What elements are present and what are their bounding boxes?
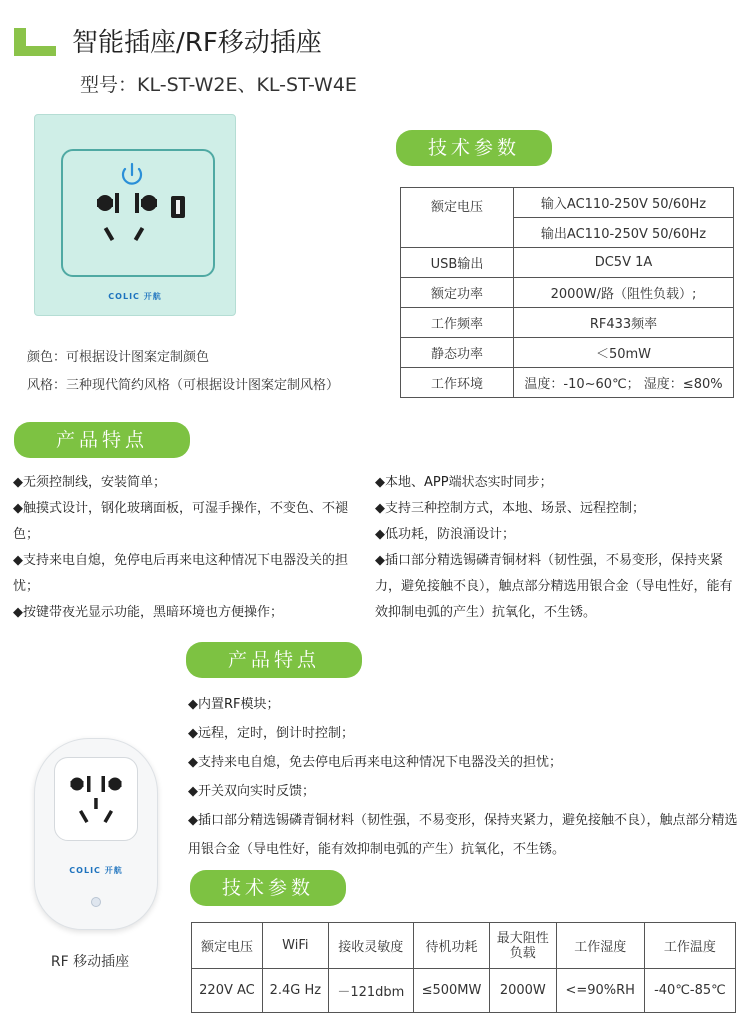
table-header-cell: 工作温度: [644, 923, 735, 969]
table-row: [401, 248, 734, 278]
features-list-rf: [188, 690, 738, 864]
style-info: 风格：三种现代简约风格（可根据设计图案定制风格）: [27, 378, 340, 393]
list-item: ◆无须控制线，安装简单；: [13, 475, 166, 490]
power-icon: [123, 164, 141, 184]
table-cell-value: 温度：-10~60℃； 湿度：≤80%: [514, 368, 734, 398]
plug-caption: RF 移动插座: [50, 954, 130, 970]
table-cell-label: 额定电压: [401, 188, 514, 248]
table-cell-value: 2000W/路（阻性负载）;: [514, 278, 734, 308]
features-header-2: 产品特点: [186, 642, 362, 678]
rf-plug-image: [34, 738, 158, 930]
table-cell-label: 工作频率: [401, 308, 514, 338]
list-item: ◆支持三种控制方式，本地、场景、远程控制；: [375, 501, 645, 516]
plug-brand-logo: COLIC 开航: [69, 866, 123, 875]
plug-outlet-icon: [55, 758, 137, 840]
table-cell: 2.4G Hz: [262, 969, 328, 1013]
spec-table-1: [400, 187, 734, 398]
tech-params-header-2: 技术参数: [190, 870, 346, 906]
table-cell-value: DC5V 1A: [514, 248, 734, 278]
list-item: ◆远程，定时，倒计时控制；: [188, 726, 354, 741]
list-item: ◆支持来电自熄，免去停电后再来电这种情况下电器没关的担忧；: [188, 755, 562, 770]
table-header-cell: 待机功耗: [413, 923, 489, 969]
socket-outlet-icon: [63, 151, 213, 275]
table-header-cell: WiFi: [262, 923, 328, 969]
table-row: [401, 188, 734, 218]
table-header-cell: 额定电压: [192, 923, 263, 969]
table-cell-label: 工作环境: [401, 368, 514, 398]
list-item: ◆插口部分精选锡磷青铜材料（韧性强，不易变形，保持夹紧力，避免接触不良），触点部分精选用银合金（导电性好，能有效抑制电弧的产生）抗氧化，不生锈。: [188, 813, 738, 857]
list-item: ◆触摸式设计，钢化玻璃面板，可湿手操作，不变色、不褪色；: [13, 501, 348, 542]
table-header-row: [192, 923, 736, 969]
color-info: 颜色：可根据设计图案定制颜色: [27, 350, 210, 365]
features-list-right: [375, 470, 737, 626]
table-cell: -40℃-85℃: [644, 969, 735, 1013]
list-item: ◆按键带夜光显示功能，黑暗环境也方便操作；: [13, 605, 283, 620]
table-cell-value: 输出AC110-250V 50/60Hz: [514, 218, 734, 248]
spec-table-2: [191, 922, 736, 1013]
socket-frame: [61, 149, 215, 277]
plug-outlet-face: [54, 757, 138, 841]
table-cell: －121dbm: [328, 969, 413, 1013]
table-header-cell: 最大阻性 负载: [490, 923, 556, 969]
model-number: 型号：KL-ST-W2E、KL-ST-W4E: [80, 74, 357, 96]
table-cell: <=90%RH: [556, 969, 644, 1013]
page-title: 智能插座/RF移动插座: [72, 28, 322, 58]
table-row: [401, 368, 734, 398]
table-cell: 2000W: [490, 969, 556, 1013]
table-header-cell: 接收灵敏度: [328, 923, 413, 969]
table-row: [401, 308, 734, 338]
table-cell-value: RF433频率: [514, 308, 734, 338]
features-header-1: 产品特点: [14, 422, 190, 458]
features-list-left: [13, 470, 358, 626]
list-item: ◆低功耗，防浪涌设计；: [375, 527, 515, 542]
brand-logo-mark: [14, 28, 56, 56]
table-row: [401, 338, 734, 368]
glass-panel-socket-image: [34, 114, 236, 316]
indicator-led-icon: [91, 897, 101, 907]
list-item: ◆开关双向实时反馈；: [188, 784, 315, 799]
table-cell-value: 输入AC110-250V 50/60Hz: [514, 188, 734, 218]
table-row: [401, 278, 734, 308]
table-cell: ≤500MW: [413, 969, 489, 1013]
list-item: ◆本地、APP端状态实时同步；: [375, 475, 553, 490]
table-cell-value: ＜50mW: [514, 338, 734, 368]
list-item: ◆插口部分精选锡磷青铜材料（韧性强，不易变形，保持夹紧力，避免接触不良），触点部分精选用银合金（导电性好，能有效抑制电弧的产生）抗氧化，不生锈。: [375, 553, 733, 620]
table-cell-label: 静态功率: [401, 338, 514, 368]
tech-params-header-1: 技术参数: [396, 130, 552, 166]
list-item: ◆支持来电自熄，免停电后再来电这种情况下电器没关的担忧；: [13, 553, 348, 594]
table-header-cell: 工作湿度: [556, 923, 644, 969]
panel-brand-logo: COLIC 开航: [108, 292, 162, 301]
table-cell-label: USB输出: [401, 248, 514, 278]
table-cell-label: 额定功率: [401, 278, 514, 308]
list-item: ◆内置RF模块；: [188, 697, 280, 712]
table-row: [192, 969, 736, 1013]
table-cell: 220V AC: [192, 969, 263, 1013]
